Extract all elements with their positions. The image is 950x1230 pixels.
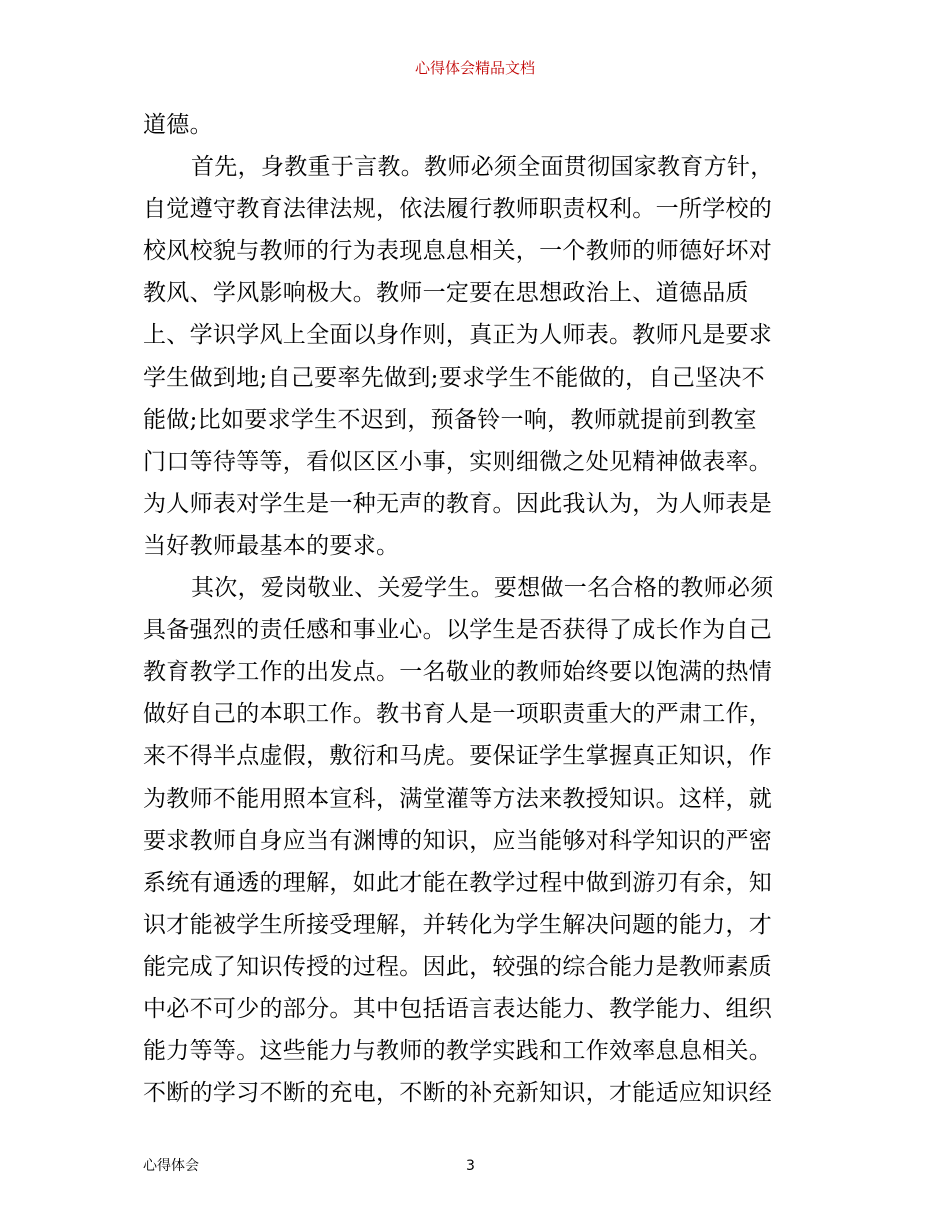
text-line: 道德。 bbox=[143, 112, 213, 138]
text-line: 自觉遵守教育法律法规，依法履行教师职责权利。一所学校的 bbox=[143, 196, 773, 223]
text-line: 系统有通透的理解，如此才能在教学过程中做到游刃有余，知 bbox=[143, 869, 773, 896]
text-line: 上、学识学风上全面以身作则，真正为人师表。教师凡是要求 bbox=[143, 322, 773, 349]
text-line: 要求教师自身应当有渊博的知识，应当能够对科学知识的严密 bbox=[143, 827, 773, 854]
text-line: 不断的学习不断的充电，不断的补充新知识，才能适应知识经 bbox=[143, 1080, 773, 1107]
text-line: 来不得半点虚假，敷衍和马虎。要保证学生掌握真正知识，作 bbox=[143, 743, 773, 770]
page-header-title: 心得体会精品文档 bbox=[414, 59, 535, 77]
paragraph-first-line: 其次，爱岗敬业、关爱学生。要想做一名合格的教师必须 bbox=[191, 575, 774, 602]
document-body bbox=[143, 104, 815, 1114]
text-line: 校风校貌与教师的行为表现息息相关，一个教师的师德好坏对 bbox=[143, 238, 773, 265]
text-line: 能完成了知识传授的过程。因此，较强的综合能力是教师素质 bbox=[143, 953, 773, 980]
text-line: 学生做到地;自己要率先做到;要求学生不能做的，自己坚决不 bbox=[143, 364, 765, 391]
footer-label: 心得体会 bbox=[143, 1158, 199, 1174]
text-line: 具备强烈的责任感和事业心。以学生是否获得了成长作为自己 bbox=[143, 617, 773, 644]
text-line: 教风、学风影响极大。教师一定要在思想政治上、道德品质 bbox=[143, 280, 749, 307]
text-line: 当好教师最基本的要求。 bbox=[143, 532, 400, 559]
text-line: 教育教学工作的出发点。一名敬业的教师始终要以饱满的热情 bbox=[143, 659, 773, 686]
page-number: 3 bbox=[466, 1158, 475, 1174]
text-line: 为人师表对学生是一种无声的教育。因此我认为，为人师表是 bbox=[143, 490, 773, 517]
text-line: 做好自己的本职工作。教书育人是一项职责重大的严肃工作， bbox=[143, 701, 773, 728]
paragraph-first-line: 首先，身教重于言教。教师必须全面贯彻国家教育方针， bbox=[191, 154, 774, 181]
text-line: 为教师不能用照本宣科，满堂灌等方法来教授知识。这样，就 bbox=[143, 785, 773, 812]
text-line: 能力等等。这些能力与教师的教学实践和工作效率息息相关。 bbox=[143, 1038, 773, 1065]
text-line: 识才能被学生所接受理解，并转化为学生解决问题的能力，才 bbox=[143, 911, 773, 938]
text-line: 门口等待等等，看似区区小事，实则细微之处见精神做表率。 bbox=[143, 448, 773, 475]
text-line: 中必不可少的部分。其中包括语言表达能力、教学能力、组织 bbox=[143, 995, 773, 1022]
text-line: 能做;比如要求学生不迟到，预备铃一响，教师就提前到教室 bbox=[143, 406, 757, 433]
